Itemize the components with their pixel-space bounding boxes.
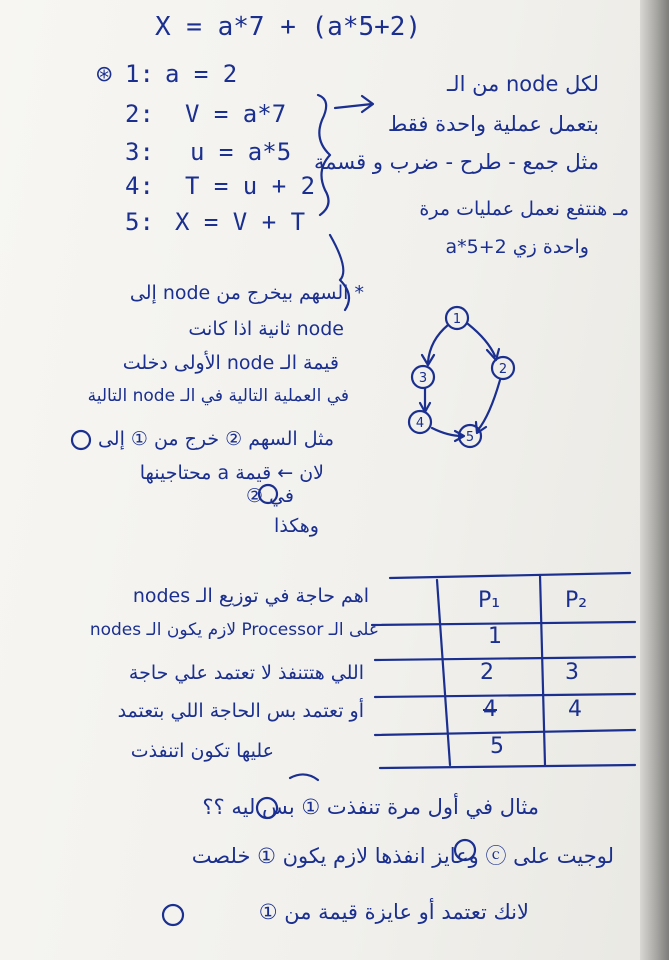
bottom-note-line-2: لوجيت على ⓒ وعايز انفذها لازم يكون ① خلصت	[191, 844, 614, 868]
step-5-expr: X = V + T	[175, 208, 306, 236]
example-note-line-3: في ②	[246, 485, 294, 507]
graph-node-2: 2	[498, 362, 508, 377]
table-cell-r4-p1: 5	[490, 734, 504, 759]
step-3-expr: u = a*5	[190, 138, 292, 166]
processor-note-line-1: اهم حاجة في توزيع الـ nodes	[132, 585, 369, 607]
edge-2-5	[478, 380, 500, 430]
step-3-num: 3:	[125, 138, 154, 166]
graph-node-4: 4	[415, 416, 425, 431]
arrow-note-line-4: في العملية التالية في الـ node التالية	[87, 386, 349, 406]
right-note-line-5: واحدة زي a*5+2	[445, 236, 589, 258]
step-2-num: 2:	[125, 100, 154, 128]
right-note-line-4: مـ هنتفع نعمل عمليات مرة	[419, 198, 629, 220]
table-header-p1: P₁	[478, 588, 501, 613]
step-4-expr: T = u + 2	[185, 172, 316, 200]
edge-1-3	[428, 325, 448, 362]
bottom-note-line-1: مثال في أول مرة تنفذت ① بس ليه ؟؟	[202, 795, 539, 819]
star-icon: ⊛	[95, 62, 114, 87]
step-1-expr: a = 2	[165, 60, 238, 88]
processor-note-line-3: اللي هتتنفذ لا تعتمد علي حاجة	[128, 662, 364, 684]
graph-node-3: 3	[418, 371, 428, 386]
table-cell-r2-p1: 2	[480, 660, 494, 685]
table-header-p2: P₂	[565, 588, 588, 613]
table-col-line-1	[437, 580, 450, 765]
table-col-line-2	[540, 575, 545, 765]
step-2-expr: V = a*7	[185, 100, 287, 128]
table-top-line	[390, 573, 630, 578]
step-4-num: 4:	[125, 172, 154, 200]
arrow-right-stroke	[335, 104, 372, 108]
example-note-line-1: مثل السهم ② خرج من ① إلى	[97, 428, 334, 450]
arrow-note-line-3: قيمة الـ node الأولى دخلت	[122, 352, 339, 374]
arrow-note-line-1: * السهم بيخرج من node إلى	[129, 282, 364, 304]
right-note-line-3: مثل جمع - طرح - ضرب و قسمة	[313, 150, 599, 174]
right-note-line-1: لكل node من الـ	[447, 72, 599, 96]
example-note-line-4: وهكذا	[274, 515, 319, 537]
table-cell-r2-p2: 3	[565, 660, 579, 685]
table-cell-r1-p1: 1	[488, 624, 502, 649]
processor-note-line-4: أو تعتمد بس الحاجة اللي بتعتمد	[117, 700, 364, 722]
example-note-line-2: لان ← قيمة a محتاجينها	[139, 462, 324, 484]
right-note-line-2: بتعمل عملية واحدة فقط	[387, 112, 599, 136]
step-5-num: 5:	[125, 208, 154, 236]
edge-1-2	[468, 324, 495, 356]
graph-node-1: 1	[452, 312, 462, 327]
bottom-note-line-3: لانك تعتمد أو عايزة قيمة من ①	[258, 900, 529, 924]
title-equation: X = a*7 + (a*5+2)	[155, 12, 422, 42]
processor-note-line-5: عليها تكون اتنفذت	[130, 740, 274, 762]
step-1-num: 1:	[125, 60, 154, 88]
table-cell-r3-p2: 4	[568, 697, 582, 722]
processor-note-line-2: على الـ Processor لازم يكون الـ nodes	[89, 620, 379, 640]
table-cell-r3-p1: 4	[483, 697, 497, 722]
graph-node-5: 5	[465, 430, 475, 445]
arrow-note-line-2: node ثانية اذا كانت	[188, 318, 344, 340]
